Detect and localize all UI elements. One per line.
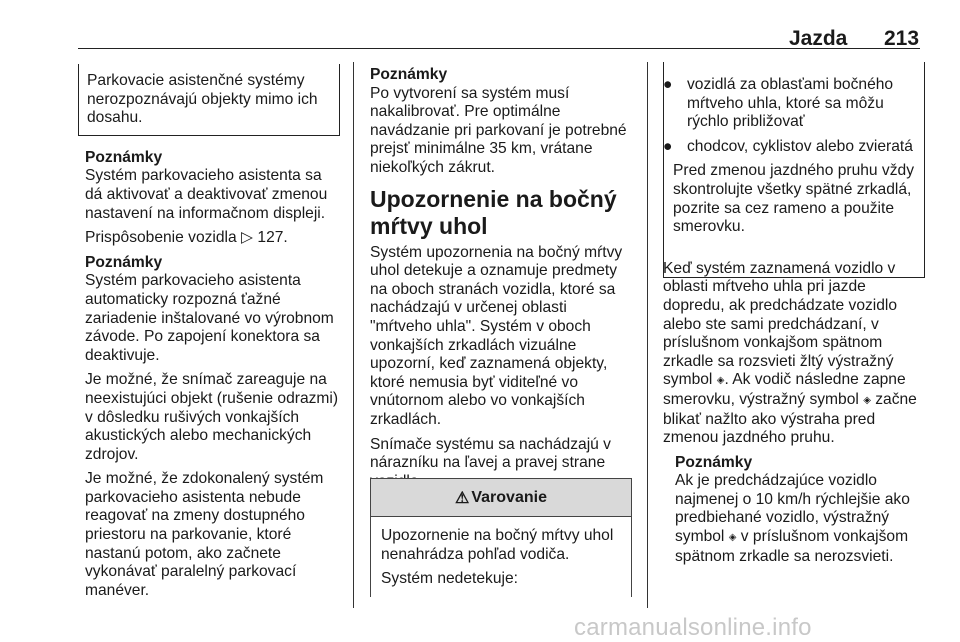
warning-title: Varovanie <box>471 488 547 506</box>
warning-box <box>370 478 632 597</box>
column-divider-right <box>647 62 648 608</box>
note-heading: Poznámky <box>675 453 753 471</box>
warning-text: Upozornenie na bočný mŕtvy uhol nenahrádza pohľad vodiča. <box>381 527 614 563</box>
page-number: 213 <box>884 27 920 50</box>
page-ref-link[interactable]: 127. <box>257 229 288 247</box>
bullet-icon: ● <box>663 137 673 155</box>
paragraph: Snímače systému sa nachádzajú v nárazníku na ľavej a pravej strane <box>370 435 611 472</box>
paragraph: Je možné, že zdokonalený systém parkovacieho asistenta nebude reagovať na zmeny dostupného priestoru na parkovanie, ktoré nastanú potom, ako začnete vykonávať paralelný parkovací manéver. <box>85 470 324 599</box>
section-heading: Upozornenie na bočný mŕtvy uhol <box>370 185 617 239</box>
note-heading: Poznámky <box>370 66 448 83</box>
page-ref-arrow-icon: ▷ <box>241 229 254 247</box>
note-text: Po vytvorení sa systém musí nakalibrovať. Pre optimálne navádzanie pri parkovaní je potrebné prejsť minimálne 35 km, vrátane niekoľkých zákrut. <box>370 84 627 176</box>
paragraph: Keď systém zaznamená vozidlo v oblasti mŕtveho uhla pri jazde dopredu, ak predchádzate vozidlo alebo ste sami predchádzaní, v príslušnom vonkajšom spätnom zrkadle sa rozsvieti žltý výstražný symbol ◈. Ak vodič následne zapne smerovku, výstražný symbol ◈ začne blikať nažlto ako výstraha pred zmenou jazdného pruhu. <box>663 259 917 447</box>
warning-header <box>371 479 631 517</box>
paragraph: Je možné, že snímač zareaguje na neexistujúci objekt (rušenie odrazmi) v dôsledku rušivých vonkajších akustických alebo mechanických zdrojov. <box>85 371 339 463</box>
blind-spot-warning-icon: ◈ <box>863 394 871 406</box>
note-text: Systém parkovacieho asistenta automaticky rozpozná ťažné zariadenie inštalované vo výrobnom závode. Po zapojení konektora sa deaktivuje. <box>85 272 334 364</box>
note-heading: Poznámky <box>85 148 163 166</box>
header-rule <box>78 48 920 49</box>
warning-box-frame <box>663 62 925 278</box>
section-title: Jazda <box>789 27 848 50</box>
list-item: ● chodcov, cyklistov alebo zvieratá <box>663 137 913 155</box>
list-item: ● vozidlá za oblasťami bočného mŕtveho uhla, ktoré sa môžu rýchlo približovať <box>663 76 894 131</box>
note-heading: Poznámky <box>85 253 163 271</box>
cross-reference: Prispôsobenie vozidla ▷ 127. <box>85 229 288 247</box>
warning-text: Pred zmenou jazdného pruhu vždy skontrolujte všetky spätné zrkadlá, pozrite sa cez rameno a použite smerovku. <box>673 162 914 236</box>
note-text: Ak je predchádzajúce vozidlo najmenej o 10 km/h rýchlejšie ako predbiehané vozidlo, výstražný symbol ◈ v príslušnom vonkajšom spätnom zrkadle sa nerozsvieti. <box>675 472 910 565</box>
note-text: Systém parkovacieho asistenta sa dá aktivovať a deaktivovať zmenou nastavení na informačnom displeji. <box>85 167 328 222</box>
paragraph: Systém upozornenia na bočný mŕtvy uhol detekuje a oznamuje predmety na oboch stranách vozidla, ktoré sa nachádzajú v určenej oblasti "mŕtveho uhla". Systém v oboch vonkajších zrkadlách vizuálne upozorní, keď zaznamená objekty, ktoré nemusia byť viditeľné vo vnútornom alebo vo vonkajších zrkadlách. <box>370 243 623 428</box>
bullet-icon: ● <box>663 76 673 93</box>
warning-triangle-icon: ⚠ <box>455 489 470 507</box>
column-divider-left <box>353 62 354 608</box>
blind-spot-warning-icon: ◈ <box>728 532 737 544</box>
info-box <box>78 64 340 136</box>
blind-spot-warning-icon: ◈ <box>716 375 725 387</box>
warning-text: Systém nedetekuje: <box>381 570 518 588</box>
info-box-text: Parkovacie asistenčné systémy nerozpoznávajú objekty mimo ich dosahu. <box>87 72 318 127</box>
column-2 <box>370 66 632 497</box>
watermark: carmanualsonline.info <box>574 614 812 641</box>
column-1 <box>78 64 340 606</box>
